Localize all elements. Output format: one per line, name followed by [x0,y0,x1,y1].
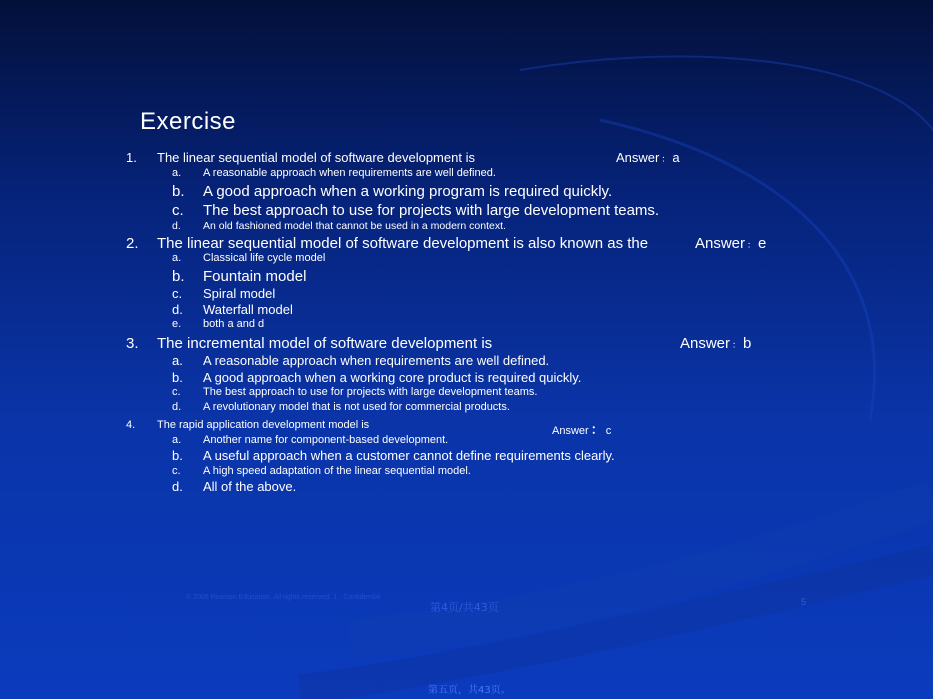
option-letter: b. [172,370,183,385]
option-text: A high speed adaptation of the linear sequential model. [203,465,471,477]
option-text: Waterfall model [203,302,293,317]
footer-page-indicator: 第4页/共43页 [430,601,499,614]
option-letter: b. [172,448,183,463]
slide-number: 5 [801,597,807,607]
option-text: The best approach to use for projects with large development teams. [203,386,538,398]
slide-title: Exercise [140,108,237,135]
question-text: The linear sequential model of software development is [157,150,475,165]
option-text: Spiral model [203,286,276,301]
option-letter: b. [172,183,185,200]
bottom-page-label: 第五页，共43页。 [428,685,511,696]
answer-value: c [605,425,612,437]
option-letter: e. [172,318,182,330]
option-letter: c. [172,465,181,477]
option-letter: a. [172,353,183,368]
question-text: The incremental model of software development is [157,335,493,352]
option-letter: a. [172,434,182,446]
answer-label: Answer [680,335,731,352]
option-text: Another name for component-based development. [203,434,449,446]
answer-label: Answer [552,425,589,437]
option-text: Classical life cycle model [203,252,326,264]
question-text: The linear sequential model of software development is also known as the [157,235,649,252]
option-text: All of the above. [203,479,297,494]
answer-label: Answer [616,150,660,165]
option-text: The best approach to use for projects with large development teams. [203,202,660,219]
answer-3 [680,335,751,352]
option-letter: c. [172,386,181,398]
question-number: 4. [126,419,136,431]
answer-4 [552,419,611,438]
answer-separator: ： [590,422,604,437]
option-text: A useful approach when a customer cannot define requirements clearly. [203,448,615,463]
option-letter: c. [172,202,184,219]
footer-copyright: © 2005 Pearson Education. All rights reserved. 1 · Confidential [186,594,381,601]
option-letter: d. [172,220,181,232]
answer-separator: ： [732,340,742,350]
answer-separator: ： [661,154,671,164]
option-text: Fountain model [203,268,307,285]
question-text: The rapid application development model is [157,419,370,431]
option-letter: a. [172,252,182,264]
option-text: A good approach when a working core product is required quickly. [203,370,582,385]
option-letter: d. [172,401,182,413]
answer-value: b [743,335,752,352]
option-text: A reasonable approach when requirements are well defined. [203,353,550,368]
answer-separator: ： [747,240,757,250]
question-number: 2. [126,235,139,252]
question-number: 3. [126,335,139,352]
answer-value: a [672,150,680,165]
option-letter: d. [172,479,183,494]
option-text: An old fashioned model that cannot be used in a modern context. [203,220,506,232]
answer-label: Answer [695,235,746,252]
option-text: A reasonable approach when requirements are well defined. [203,167,496,179]
answer-value: e [758,235,767,252]
option-letter: d. [172,302,183,317]
answer-1 [616,150,680,165]
option-letter: a. [172,167,182,179]
option-letter: b. [172,268,185,285]
option-text: A revolutionary model that is not used for commercial products. [203,401,510,413]
option-text: both a and d [203,318,265,330]
answer-2 [695,235,766,252]
question-number: 1. [126,150,137,165]
option-text: A good approach when a working program is required quickly. [203,183,613,200]
option-letter: c. [172,286,183,301]
